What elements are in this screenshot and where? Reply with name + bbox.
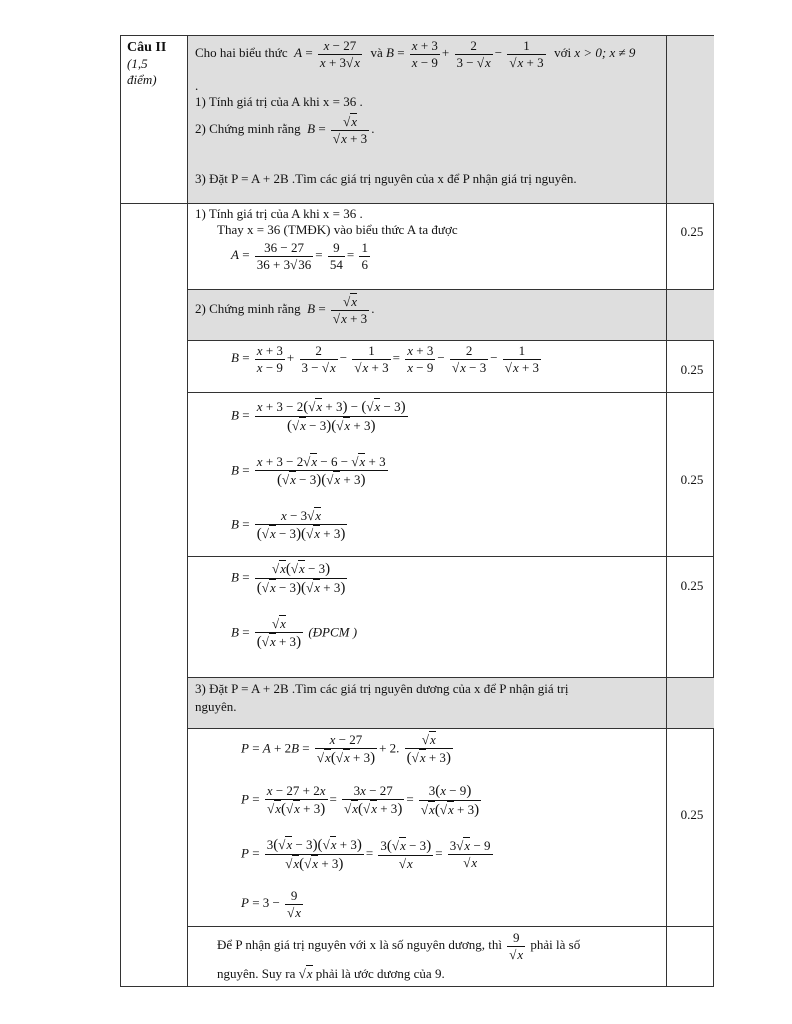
answer-part3-step4: P = 3 − $\frac{9}{√x}$ <box>241 888 302 920</box>
prompt-intro: Cho hai biểu thức <box>195 45 288 61</box>
answer-last-line1: Để P nhận giá trị nguyên với x là số nguyên dương, thì $\frac{9}{√x}$ phải là số <box>217 930 581 962</box>
question-points: (1,5 điểm) <box>127 56 157 88</box>
column-divider-2 <box>666 36 667 986</box>
prompt-part3: 3) Đặt P = A + 2B .Tìm các giá trị nguyên của x để P nhận giá trị nguyên. <box>195 171 577 186</box>
row-divider <box>187 340 714 341</box>
answer-part3-title-l1: 3) Đặt P = A + 2B .Tìm các giá trị nguyên dương của x để P nhận giá trị <box>195 681 569 696</box>
answer-part3-step1: P = A + 2B = $\frac{x - 27}{√x(√x + 3)}$ + 2. $\frac{√x}{(√x + 3)}$ <box>241 732 451 766</box>
row-divider <box>187 728 714 729</box>
row-divider <box>187 677 714 678</box>
prompt-expressions: Cho hai biểu thức A = $\frac{x - 27}{x + 3√x}$ và B = $\frac{x + 3}{x - 9}$ + $\frac{2}{3 - √x}$ − $\frac{1}{√x + 3}$ với x > 0; x ≠ 9 <box>195 38 636 70</box>
fraction-A: $\frac{x - 27}{x + 3√x}$ <box>319 38 360 70</box>
prompt-dot: . <box>195 78 199 93</box>
answer-part1-calc: A = $\frac{36 - 27}{36 + 3√36}$ = $\frac{9}{54}$ = $\frac{1}{6}$ <box>231 240 368 272</box>
answer-part2-step2c: B = $\frac{x - 3√x}{(√x - 3)(√x + 3)}$ <box>231 508 346 542</box>
column-divider-1 <box>187 36 188 986</box>
row-divider <box>187 556 714 557</box>
answer-part2-step2b: B = $\frac{x + 3 - 2√x - 6 - √x + 3}{(√x - 3)(√x + 3)}$ <box>231 454 386 488</box>
prompt-part1: 1) Tính giá trị của A khi x = 36 . <box>195 94 363 109</box>
answer-part3-title-l2: nguyên. <box>195 699 237 714</box>
row-divider <box>121 203 714 204</box>
answer-part3-step2: P = $\frac{x - 27 + 2x}{√x(√x + 3)}$ = $\frac{3x - 27}{√x(√x + 3)}$ = $\frac{3(x - 9)}{√x(√x + 3)}$ <box>241 783 480 818</box>
score-4: 0.25 <box>680 578 704 593</box>
prompt-with: với <box>554 45 572 61</box>
answer-part1-title: 1) Tính giá trị của A khi x = 36 . <box>195 206 363 221</box>
answer-part3-step3: P = $\frac{3(√x - 3)(√x + 3)}{√x(√x + 3)}$ = $\frac{3(√x - 3)}{√x}$ = $\frac{3√x - 9}{√x}$ <box>241 837 491 872</box>
answer-last-line2: nguyên. Suy ra √x phải là ước dương của 9. <box>217 966 445 981</box>
row-divider <box>187 289 714 290</box>
prompt-and: và <box>370 45 383 61</box>
answer-part2-title: 2) Chứng minh rằng B = $\frac{√x}{√x + 3}$ . <box>195 294 375 326</box>
score-3: 0.25 <box>680 472 704 487</box>
score-2: 0.25 <box>680 362 704 377</box>
answer-part1-sub: Thay x = 36 (TMĐK) vào biểu thức A ta được <box>217 222 458 237</box>
score-5: 0.25 <box>680 807 704 822</box>
answer-part2-step2a: B = $\frac{x + 3 - 2(√x + 3) - (√x - 3)}{(√x - 3)(√x + 3)}$ <box>231 399 406 434</box>
answer-part2-step3a: B = $\frac{√x(√x - 3)}{(√x - 3)(√x + 3)}$ <box>231 561 346 596</box>
answer-part2-step3b: B = $\frac{√x}{(√x + 3)}$ (ĐPCM ) <box>231 616 358 650</box>
row-divider <box>187 392 714 393</box>
dpcm-label: (ĐPCM ) <box>308 624 358 640</box>
question-label: Câu II <box>127 40 167 55</box>
score-1: 0.25 <box>680 224 704 239</box>
prompt-part2: 2) Chứng minh rằng B = $\frac{√x}{√x + 3}$ . <box>195 114 375 146</box>
answer-part2-step1: B = $\frac{x + 3}{x - 9}$ + $\frac{2}{3 - √x}$ − $\frac{1}{√x + 3}$ = $\frac{x + 3}{x - 9}$ − $\frac{2}{√x - 3}$ − $\frac{1}{√x + 3}$ <box>231 343 540 375</box>
grading-table <box>120 35 714 987</box>
prompt-condition: x > 0; x ≠ 9 <box>574 45 636 61</box>
row-divider <box>187 926 714 927</box>
